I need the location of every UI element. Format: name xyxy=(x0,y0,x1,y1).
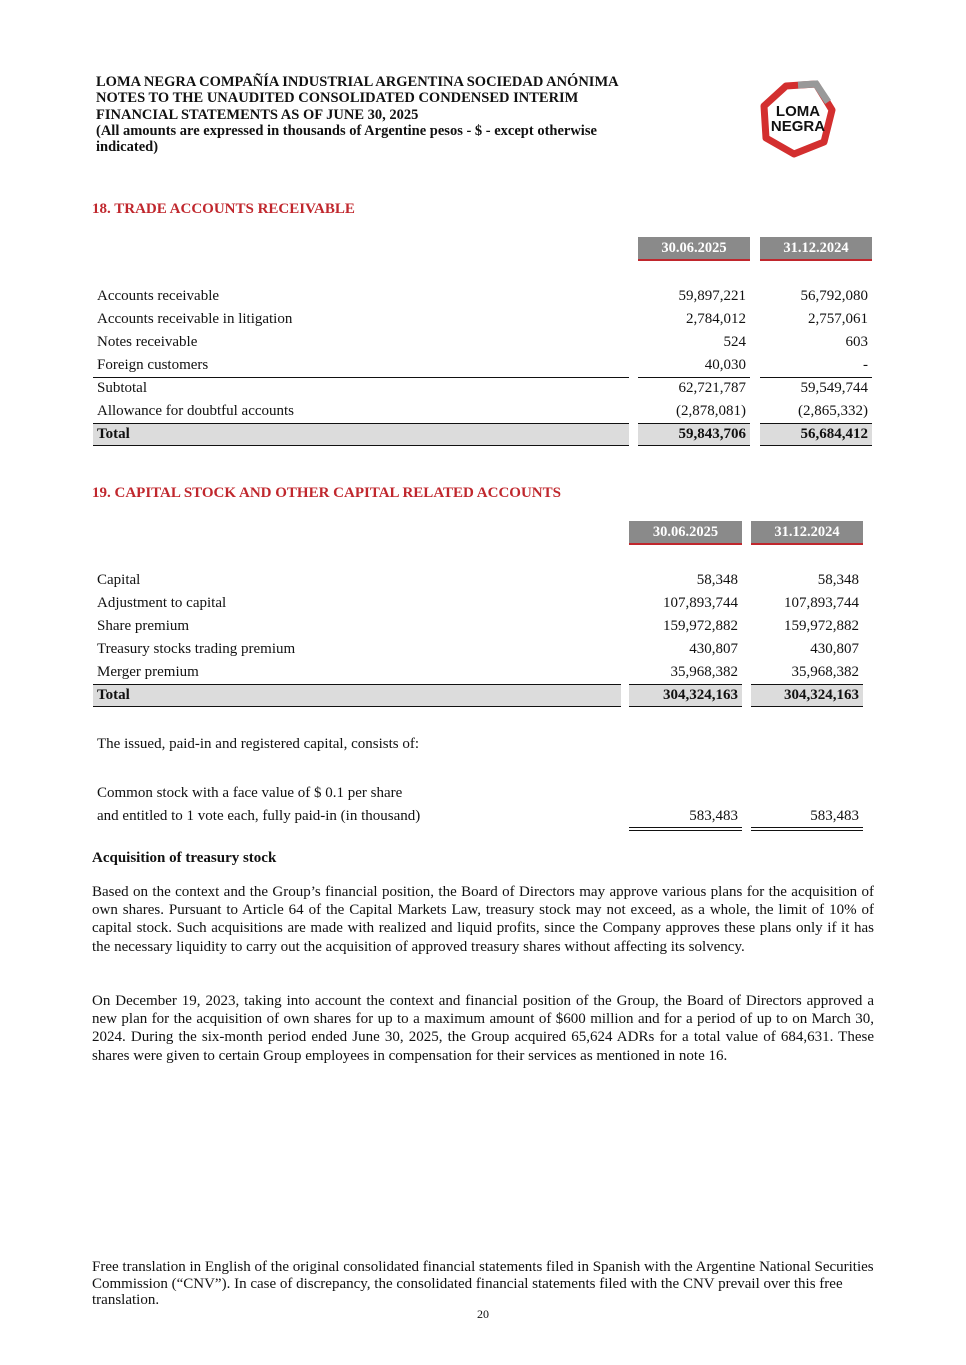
header-line: (All amounts are expressed in thousands of Argentine pesos - $ - except otherwise xyxy=(96,122,597,139)
value-2024: 59,549,744 xyxy=(800,380,868,396)
table-row xyxy=(93,331,883,354)
value-2024: 35,968,382 xyxy=(791,664,859,680)
row-label: Capital xyxy=(97,572,141,588)
row-label: Adjustment to capital xyxy=(97,595,227,611)
paragraph-treasury-1: Based on the context and the Group’s financial position, the Board of Directors may approve various plans for the acquisition of own shares. Pursuant to Article 64 of the Capital Markets Law, treasury stock may not exceed, as a whole, the limit of 10% of capital stock. Such acquisitions are made with realized and liquid profits, since the Company approves these plans only if it has the necessary liquidity to carry out the acquisition of approved treasury shares without affecting its solvency. xyxy=(92,884,874,955)
footer-note: Free translation in English of the original consolidated financial statements filed in Spanish with the Argentine National Securities Commission (“CNV”). In case of discrepancy, the consolidated financial statements filed with the CNV prevail over this free translation. xyxy=(92,1259,874,1308)
table-row xyxy=(93,661,883,684)
common-stock-value-2025: 583,483 xyxy=(689,808,738,824)
double-underline xyxy=(751,827,863,831)
row-label: Treasury stocks trading premium xyxy=(97,641,296,657)
table-row xyxy=(93,592,883,615)
value-2025: 304,324,163 xyxy=(663,687,738,703)
page-number: 20 xyxy=(477,1307,489,1321)
total-row xyxy=(93,423,883,446)
value-2025: 40,030 xyxy=(704,357,746,373)
value-2025: 62,721,787 xyxy=(678,380,746,396)
header-line: LOMA NEGRA COMPAÑÍA INDUSTRIAL ARGENTINA SOCIEDAD ANÓNIMA xyxy=(96,74,619,90)
paragraph-treasury-2: On December 19, 2023, taking into account the context and financial position of the Group, the Board of Directors approved a new plan for the acquisition of own shares for up to a maximum amount of $600 million and for a period of up to on March 30, 2024. During the six-month period ended June 30, 2025, the Group acquired 65,624 ADRs for a total value of 684,631. These shares were given to certain Group employees in compensation for their services as mentioned in note 16. xyxy=(92,993,874,1064)
value-2024: 2,757,061 xyxy=(808,311,868,327)
col-header-30-06-2025: 30.06.2025 xyxy=(629,521,742,545)
row-label: Subtotal xyxy=(97,380,148,396)
total-row xyxy=(93,684,883,707)
row-label: Allowance for doubtful accounts xyxy=(97,403,295,419)
common-stock-line-1: Common stock with a face value of $ 0.1 per share xyxy=(97,785,403,801)
section-19-title: 19. CAPITAL STOCK AND OTHER CAPITAL RELATED ACCOUNTS xyxy=(92,485,561,501)
value-2024: 107,893,744 xyxy=(784,595,859,611)
value-2025: 58,348 xyxy=(696,572,738,588)
header-line: indicated) xyxy=(96,139,159,156)
common-stock-value-2024: 583,483 xyxy=(810,808,859,824)
value-2025: 107,893,744 xyxy=(663,595,738,611)
value-2024: 603 xyxy=(845,334,868,350)
table-row xyxy=(93,285,883,308)
table-row xyxy=(93,615,883,638)
row-label: Accounts receivable in litigation xyxy=(97,311,293,327)
section-18-title: 18. TRADE ACCOUNTS RECEIVABLE xyxy=(92,201,355,217)
col-header-30-06-2025: 30.06.2025 xyxy=(638,237,750,261)
value-2024: 58,348 xyxy=(817,572,859,588)
svg-text:NEGRA: NEGRA xyxy=(770,118,826,135)
value-2025: 524 xyxy=(723,334,746,350)
row-label: Foreign customers xyxy=(97,357,209,373)
value-2025: 159,972,882 xyxy=(663,618,738,634)
value-2025: 59,843,706 xyxy=(678,426,746,442)
value-2025: (2,878,081) xyxy=(676,403,746,419)
table-row xyxy=(93,354,883,377)
svg-text:LOMA: LOMA xyxy=(775,103,821,120)
header-line: FINANCIAL STATEMENTS AS OF JUNE 30, 2025 xyxy=(96,106,419,123)
table-row xyxy=(93,400,883,423)
col-header-31-12-2024: 31.12.2024 xyxy=(760,237,872,261)
value-2024: 430,807 xyxy=(810,641,859,657)
row-label: Total xyxy=(97,687,130,703)
row-label: Share premium xyxy=(97,618,190,634)
row-label: Accounts receivable xyxy=(97,288,220,304)
value-2025: 59,897,221 xyxy=(678,288,746,304)
common-stock-line-2: and entitled to 1 vote each, fully paid-in (in thousand) xyxy=(97,808,421,824)
value-2025: 430,807 xyxy=(689,641,738,657)
table-row xyxy=(93,377,883,400)
document-header xyxy=(96,74,619,155)
row-label: Merger premium xyxy=(97,664,199,680)
value-2024: (2,865,332) xyxy=(798,403,868,419)
row-label: Notes receivable xyxy=(97,334,198,350)
table-row xyxy=(93,569,883,592)
table-row xyxy=(93,308,883,331)
value-2024: 304,324,163 xyxy=(784,687,859,703)
value-2024: 56,684,412 xyxy=(800,426,868,442)
loma-negra-logo xyxy=(758,80,838,158)
value-2025: 2,784,012 xyxy=(686,311,746,327)
value-2025: 35,968,382 xyxy=(670,664,738,680)
col-header-31-12-2024: 31.12.2024 xyxy=(751,521,863,545)
row-label: Total xyxy=(97,426,130,442)
table-row xyxy=(93,638,883,661)
value-2024: - xyxy=(863,357,868,373)
header-line: NOTES TO THE UNAUDITED CONSOLIDATED CONDENSED INTERIM xyxy=(96,90,579,107)
double-underline xyxy=(629,827,742,831)
treasury-heading: Acquisition of treasury stock xyxy=(92,850,277,866)
value-2024: 56,792,080 xyxy=(800,288,868,304)
issued-capital-intro: The issued, paid-in and registered capital, consists of: xyxy=(97,736,419,752)
value-2024: 159,972,882 xyxy=(784,618,859,634)
